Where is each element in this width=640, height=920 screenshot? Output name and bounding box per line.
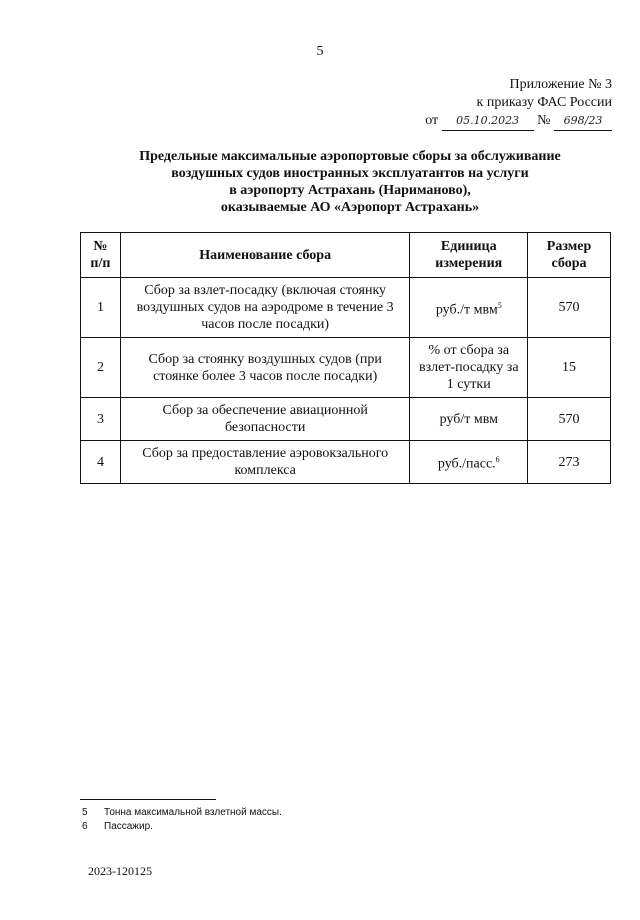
footnote-text: Пассажир.: [104, 821, 153, 832]
table-row: [81, 338, 611, 398]
row-num: 4: [81, 441, 121, 484]
row-unit: [410, 441, 528, 484]
row-name: Сбор за взлет-посадку (включая стоянку воздушных судов на аэродроме в течение 3 часов после посадки): [120, 278, 410, 338]
footnote-text: Тонна максимальной взлетной массы.: [104, 807, 282, 818]
number-field: 698/23: [554, 112, 612, 131]
footnote-mark: 5: [82, 807, 88, 818]
row-num: 3: [81, 398, 121, 441]
footnotes: [82, 806, 282, 834]
footnote-6: [82, 820, 282, 834]
footnote-ref: 6: [495, 455, 500, 465]
row-unit: [410, 398, 528, 441]
unit-text: % от сбора за взлет-посадку за 1 сутки: [419, 343, 519, 392]
row-name: Сбор за обеспечение авиационной безопасности: [120, 398, 410, 441]
header-name: Наименование сбора: [120, 233, 410, 278]
header-unit: Единица измерения: [410, 233, 528, 278]
row-size: 15: [528, 338, 611, 398]
fees-table: [80, 232, 611, 484]
date-field: 05.10.2023: [442, 112, 534, 131]
footnote-ref: 5: [497, 300, 502, 310]
annex-date-line: [425, 112, 612, 131]
row-num: 1: [81, 278, 121, 338]
table-header-row: [81, 233, 611, 278]
unit-text: руб/т мвм: [439, 411, 498, 427]
footnote-5: [82, 806, 282, 820]
page-number: 5: [316, 44, 324, 59]
unit-text: руб./пасс.: [437, 456, 496, 472]
footnote-mark: 6: [82, 821, 88, 832]
table-row: [81, 278, 611, 338]
annex-title: Приложение № 3: [509, 77, 612, 92]
date-prefix: от: [425, 113, 439, 128]
row-size: 570: [528, 398, 611, 441]
row-size: 273: [528, 441, 611, 484]
row-unit: [410, 278, 528, 338]
number-prefix: №: [537, 113, 551, 128]
row-num: 2: [81, 338, 121, 398]
table-row: [81, 398, 611, 441]
annex-order: к приказу ФАС России: [476, 95, 612, 110]
table-row: [81, 441, 611, 484]
unit-text: руб./т мвм: [435, 302, 498, 318]
footnote-divider: [80, 799, 216, 800]
row-name: Сбор за предоставление аэровокзального комплекса: [120, 441, 410, 484]
header-num: № п/п: [81, 233, 121, 278]
title-line-2: воздушных судов иностранных эксплуатантов на услуги: [171, 166, 529, 181]
document-title: [60, 148, 640, 216]
row-unit: [410, 338, 528, 398]
title-line-4: оказываемые АО «Аэропорт Астрахань»: [220, 200, 480, 215]
annex-block: [425, 76, 612, 131]
title-line-3: в аэропорту Астрахань (Нариманово),: [229, 183, 471, 198]
document-code: 2023-120125: [88, 864, 152, 878]
title-line-1: Предельные максимальные аэропортовые сборы за обслуживание: [139, 149, 561, 164]
row-name: Сбор за стоянку воздушных судов (при стоянке более 3 часов после посадки): [120, 338, 410, 398]
row-size: 570: [528, 278, 611, 338]
header-size: Размер сбора: [528, 233, 611, 278]
